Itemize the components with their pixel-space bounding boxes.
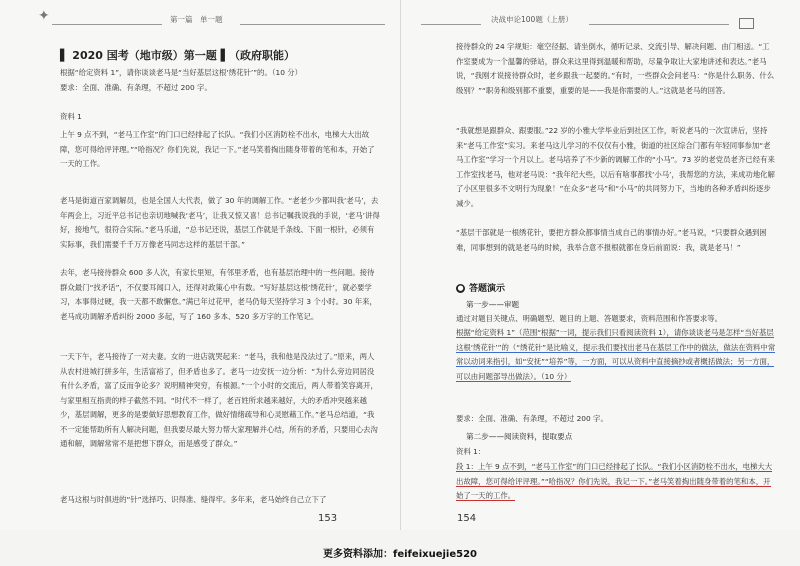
right-page xyxy=(400,0,800,530)
header-rule xyxy=(52,24,162,25)
answer-demo-heading: ● 答题演示 xyxy=(457,284,506,294)
star-icon: ✦ xyxy=(38,8,50,24)
material-label: 资料 1： xyxy=(456,447,486,456)
material-paragraph: 老马是街道百家调解员，也是全国人大代表，做了 30 年的调解工作。“老老少少都叫我‘老马’，去年两会上，习近平总书记也亲切地喊我‘老马’，让我又惊又喜！总书记嘱我说我的手说，‘老马’讲得好，接地气，很符合实际。”老马乐道，“总书记还说，基层工作就是千条线、下面一根针，必须有实际事，我们需要千千万万像老马同志这样的基层干部。” xyxy=(60,196,380,249)
material-paragraph: “基层干部就是一根绣花针，要把方群众都事情当成自己的事情办好。”老马说，“只要群众遇到困难，同事想到的就是老马的时候，我举合意不报根就都在身后前面说：我，就是老马！” xyxy=(456,228,767,252)
bullet-icon: ● xyxy=(457,284,464,292)
material-paragraph: 一天下午，老马接待了一对夫妻。女的一进店就哭起来：“老马，我和他是没法过了。”原来，两人从农村进城打拼多年，生活富裕了，但矛盾也多了。老马一边安抚一边分析：“为什么旁边同居没有什么矛盾，富了反而争论多？说明精神突穷，有根源。”一个小时的交流后，两人带着笑容离开，与家里相互指责的样子截然不同。“时代不一样了，老百姓所求越来越好，大的矛盾冲突越来越少，基层调解，更多的是要做好思想教育工作，做好情绪疏导和心灵慰藉工作。”老马总结道，“我不一定能帮助所有人解决问题，但我要尽最大努力帮大家理解并心结，所有的矛盾，只要用心去沟通和解，调解常常不是把想下群众，而是感受了群众。” xyxy=(60,352,378,448)
material-paragraph: 老马这根与时俱进的“针”选择巧、识得准、缝得牢。多年来，老马始终自己立下了 xyxy=(60,495,327,504)
page-number: 153 xyxy=(318,513,338,524)
header-rule xyxy=(240,24,385,25)
step-1-title: 第一步——审题 xyxy=(466,300,520,309)
question-text: 根据“给定资料 1”，请你谈谈老马是“当好基层这根‘绣花针’”的。（10 分） xyxy=(60,68,303,77)
header-rule xyxy=(421,24,481,25)
step-paragraph: 根据“给定资料 1”（范围“根据”一词，提示我们只看阅读资料 1），请你谈谈老马是怎样“当好基层这根‘绣花针’”的（“绣花针”是比喻义，提示我们要找出老马在基层工作中的做法，做法在资料中常常以动词来指引，如“安抚”“培养”等，一方面，可以从资料中直接摘抄或者概括做法；另一方面，可以由问题部导出做法）。（10 分） xyxy=(456,328,776,381)
footer-contact: 更多资料添加：feifeixuejie520 xyxy=(323,549,477,560)
step-paragraph: 段 1：上午 9 点不到，“老马工作室”的门口已经排起了长队。“我们小区消防栓不出水，电梯大大出故障，您可得给评评理。”“哈指况？你们先说，我记一下。”老马笑着掏出随身带着的笔和本，开始了一天的工作。 xyxy=(456,462,773,500)
header-rule xyxy=(589,24,729,25)
material-label: 资料 1 xyxy=(60,112,82,121)
step-paragraph: 通过对题目关键点、明确题型、题目的上题、答题要求，资料范围和作答要求等。 xyxy=(456,314,723,323)
left-page xyxy=(0,0,400,530)
page-number: 154 xyxy=(457,513,477,524)
chapter-header: 第一篇 单一题 xyxy=(170,15,223,24)
material-paragraph: 上午 9 点不到，“老马工作室”的门口已经排起了长队。“我们小区消防栓不出水，电梯大大出故障，您可得给评评理。”“哈指况？你们先说，我记一下。”老马笑着掏出随身带着的笔和本，开始了一天的工作。 xyxy=(60,130,375,168)
book-title-header: 决战申论100题（上册） xyxy=(491,15,573,24)
step-paragraph: 要求：全面、准确、有条理，不超过 200 字。 xyxy=(456,414,608,423)
question-requirement: 要求：全面、准确、有条理，不超过 200 字。 xyxy=(60,83,212,92)
material-paragraph: “我就想是跟群众、跟要服。”22 岁的小雅大学毕业后到社区工作，听说老马的一次宣讲后，坚持来“老马工作室”实习。来老马这儿学习的不仅仅有小雅，街道的社区综合门都有年轻同事参加“老马工作室”学习一个月以上。老马培养了不少新的调解工作的“小马”。73 岁的老党员老齐已经有来工作室找老马，他对老马说：“我年纪大些，以后有啥事都找‘小马’，我帮您的方法，来成功地化解了小区里很多不文明行为现象！”在众多“老马”和“小马”的共同努力下，当地的各种矛盾纠纷逐步减少。 xyxy=(456,126,775,208)
header-frame-icon xyxy=(739,18,754,29)
material-paragraph: 接待群众的 24 字规矩：毫空径据、请坐倒水，循听记录、交流引导、解决问题、由门相送。“工作室要成为一个温馨的驿站，群众来这里得到温暖和帮助，尽量争取让大家地讲述和表达。”老马说，“我刚才说接待群众时，老乡跟我一起要的。”有时，一些群众会问老马：“你是什么职务、什么级别？”“职务和级别都不重要，重要的是——我是你需要的人。”这就是老马的回答。 xyxy=(456,42,775,95)
step-2-title: 第二步——阅读资料，提取要点 xyxy=(466,432,573,441)
material-paragraph: 去年，老马接待群众 600 多人次，有家长里短，有邻里矛盾，也有基层治理中的一些问题。接待群众最门“找矛话”，不仅要耳闻口入，还得对政策心中有数。“写好基层这根‘绣花针’，就必要学习，本事得过硬，我一天都不敢懈怠。”满已年过花甲，老马仍每天坚持学习 3 个小时。30 年来，老马成功调解矛盾纠纷 2000 多起，写了 160 多本、520 多万字的工作笔记。 xyxy=(60,268,377,321)
question-title: ▌ 2020 国考（地市级）第一题 ▌（政府职能） xyxy=(60,49,296,62)
